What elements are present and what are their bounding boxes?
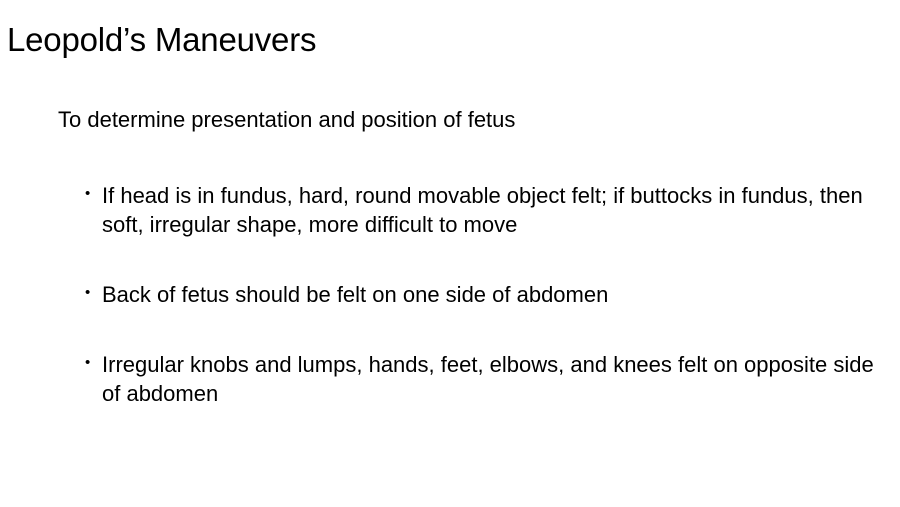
bullet-list: [84, 181, 874, 449]
list-item: [84, 350, 874, 408]
bullet-icon: •: [85, 185, 91, 202]
list-item: [84, 181, 874, 239]
bullet-text: If head is in fundus, hard, round movable object felt; if buttocks in fundus, then soft, irregular shape, more difficult to move: [102, 183, 863, 237]
slide-title: Leopold’s Maneuvers: [7, 21, 317, 58]
bullet-text: Irregular knobs and lumps, hands, feet, elbows, and knees felt on opposite side of abdomen: [102, 352, 874, 406]
bullet-icon: •: [85, 354, 91, 371]
slide-subtitle: To determine presentation and position of fetus: [58, 107, 516, 132]
bullet-icon: •: [85, 284, 91, 301]
bullet-text: Back of fetus should be felt on one side of abdomen: [102, 282, 609, 307]
list-item: [84, 280, 874, 309]
